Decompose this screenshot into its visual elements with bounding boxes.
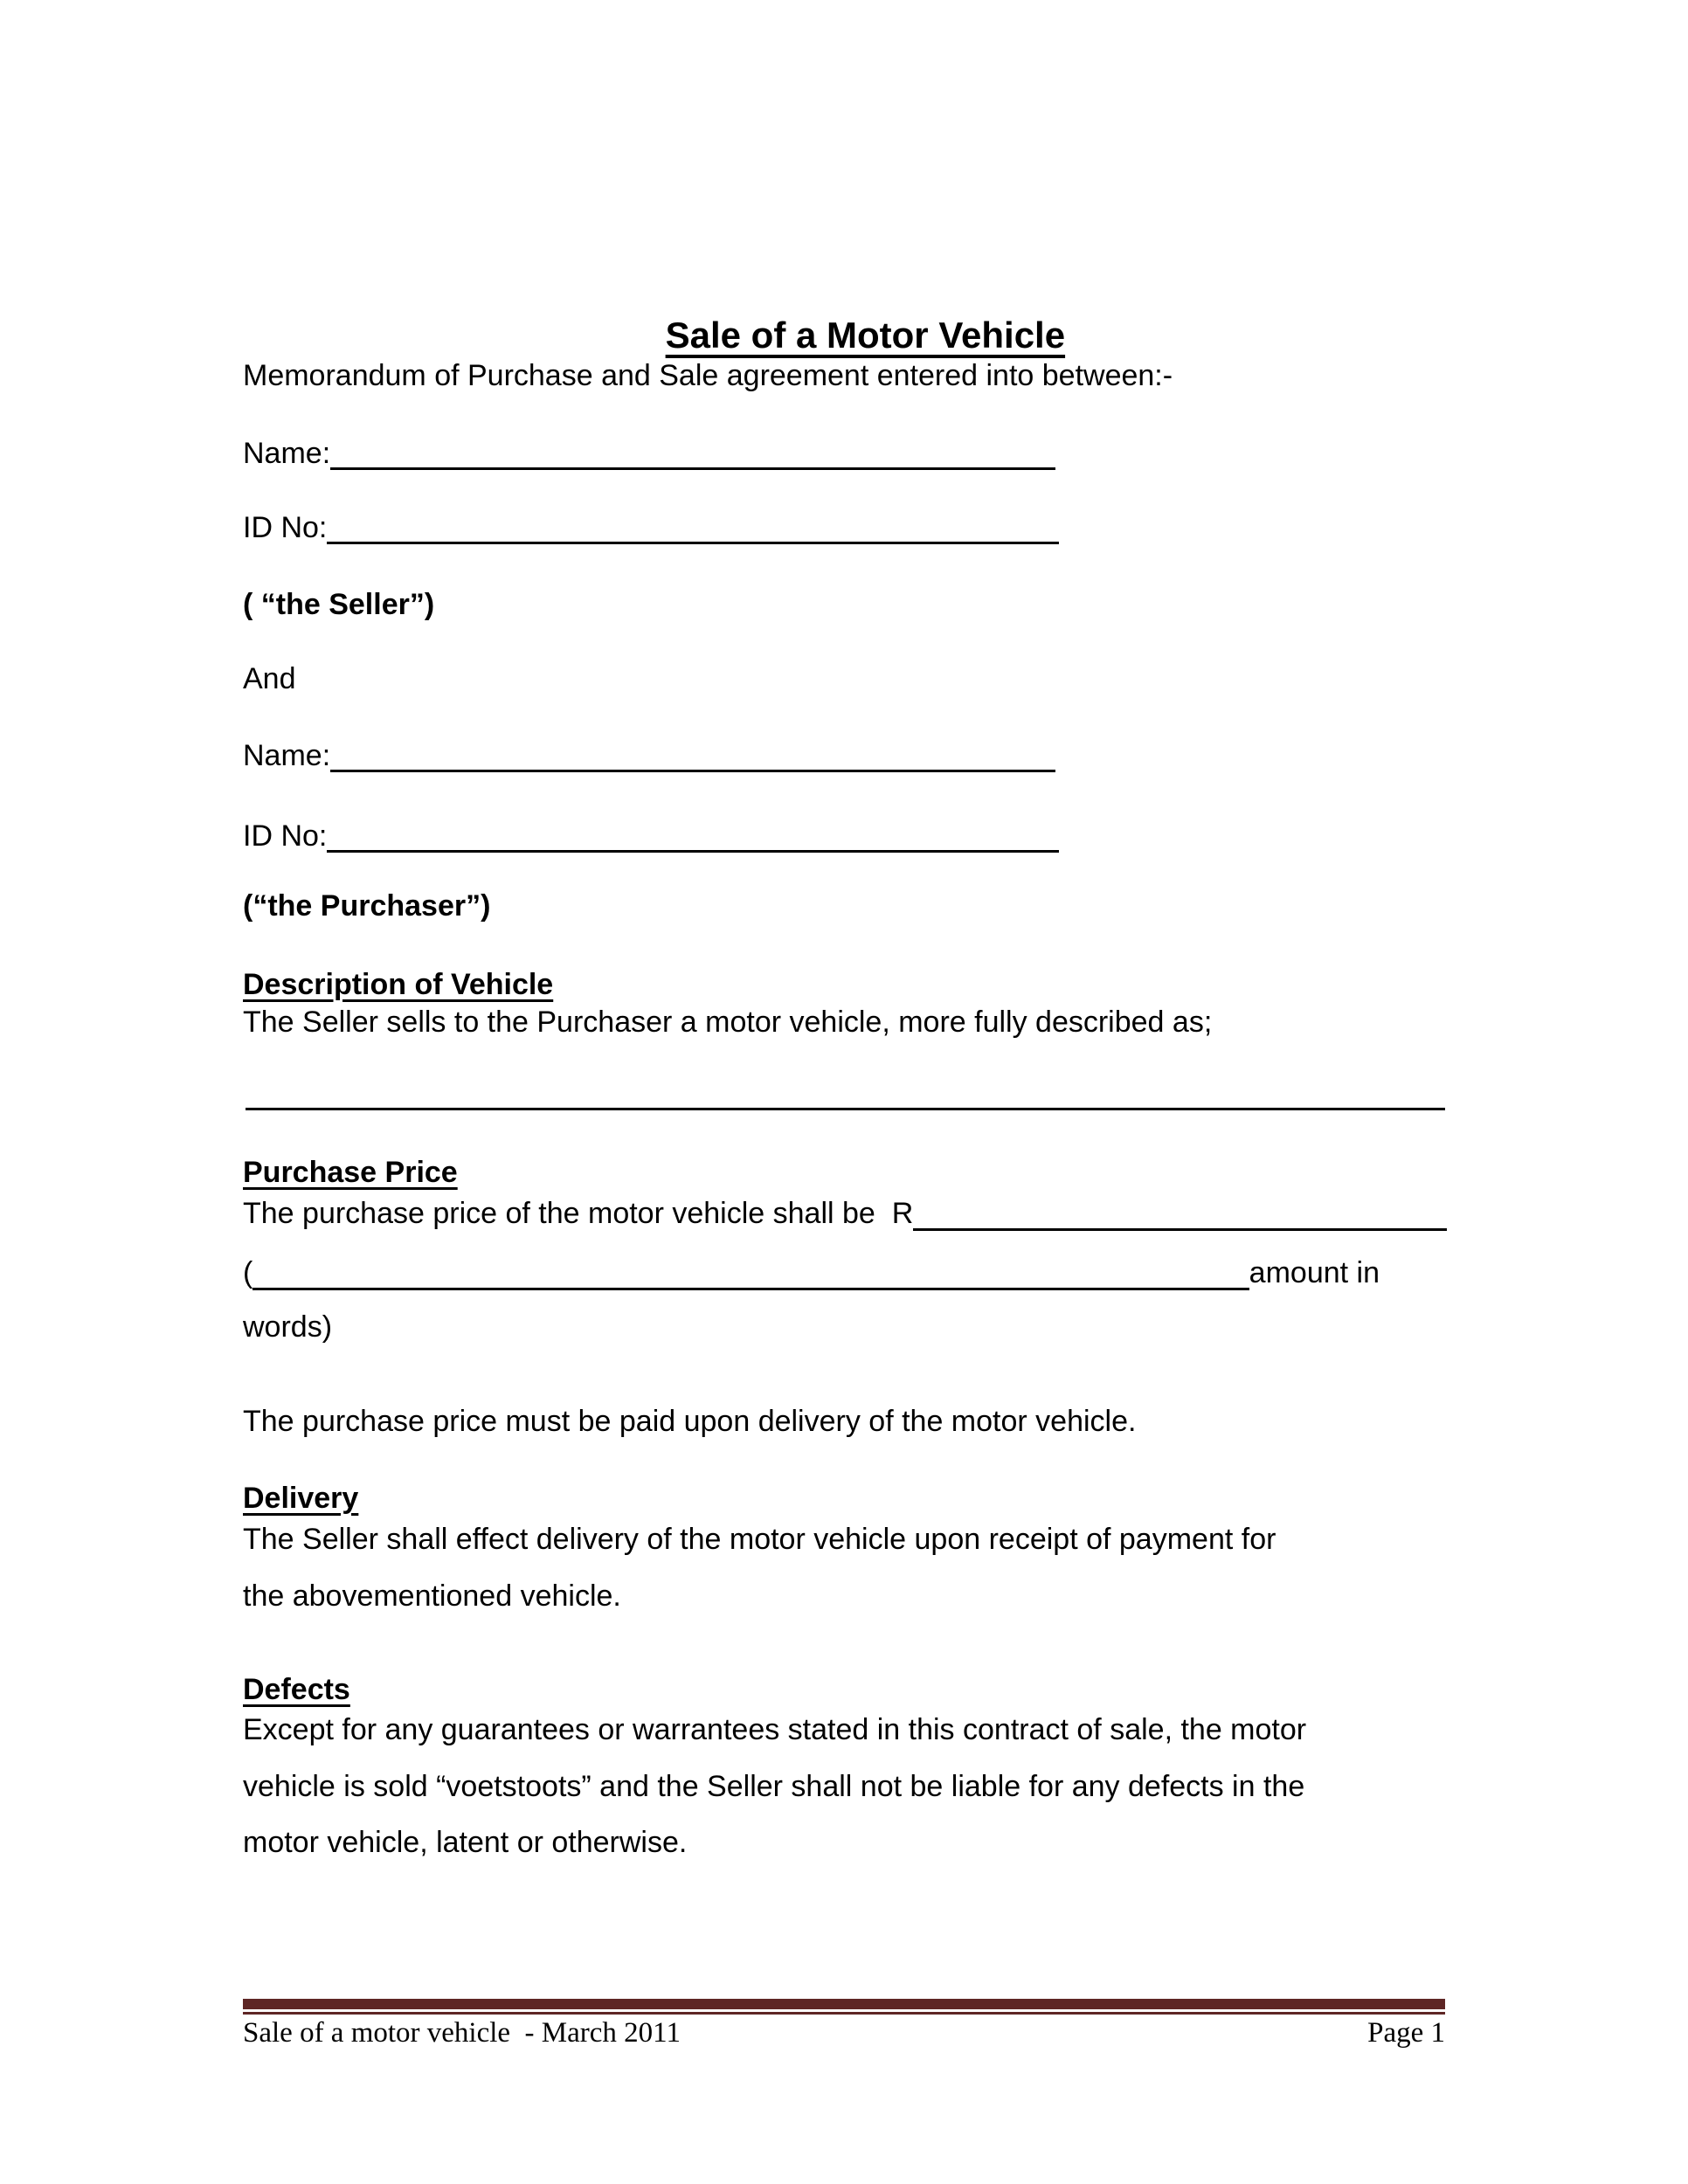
delivery-line-2: the abovementioned vehicle. bbox=[243, 1579, 621, 1613]
footer-rule-thick bbox=[243, 1999, 1445, 2009]
amount-in-label: amount in bbox=[1249, 1256, 1380, 1289]
seller-name-label: Name: bbox=[243, 437, 331, 470]
delivery-heading: Delivery bbox=[243, 1482, 359, 1515]
defects-line-1: Except for any guarantees or warrantees stated in this contract of sale, the motor bbox=[243, 1713, 1307, 1746]
intro-paragraph: Memorandum of Purchase and Sale agreement entered into between:- bbox=[243, 359, 1173, 392]
defects-heading: Defects bbox=[243, 1673, 350, 1706]
defects-line-2: vehicle is sold “voetstoots” and the Seller shall not be liable for any defects in the bbox=[243, 1770, 1305, 1803]
description-heading: Description of Vehicle bbox=[243, 968, 554, 1001]
document-title-text: Sale of a Motor Vehicle bbox=[665, 314, 1066, 356]
amount-words-blank bbox=[253, 1255, 1249, 1290]
purchaser-designation: (“the Purchaser”) bbox=[243, 889, 491, 923]
footer-left-text: Sale of a motor vehicle - March 2011 bbox=[243, 2017, 681, 2049]
purchaser-id-field bbox=[243, 819, 1059, 854]
footer-page-number: Page 1 bbox=[1367, 2017, 1445, 2049]
page-footer bbox=[243, 2015, 1445, 2050]
purchase-price-line bbox=[243, 1196, 1447, 1231]
purchaser-id-blank bbox=[327, 819, 1059, 853]
amount-words-tail: words) bbox=[243, 1310, 333, 1344]
seller-id-field bbox=[243, 510, 1059, 545]
seller-id-blank bbox=[327, 510, 1059, 544]
payment-note: The purchase price must be paid upon delivery of the motor vehicle. bbox=[243, 1405, 1137, 1438]
purchase-price-heading: Purchase Price bbox=[243, 1156, 458, 1189]
footer-rule-thin bbox=[243, 2012, 1445, 2015]
seller-id-label: ID No: bbox=[243, 511, 328, 544]
delivery-line-1: The Seller shall effect delivery of the motor vehicle upon receipt of payment for bbox=[243, 1523, 1276, 1556]
purchaser-name-label: Name: bbox=[243, 739, 331, 772]
purchaser-id-label: ID No: bbox=[243, 819, 328, 853]
conjunction: And bbox=[243, 662, 296, 695]
amount-open-paren: ( bbox=[243, 1256, 253, 1289]
purchaser-name-blank bbox=[330, 738, 1055, 772]
purchaser-name-field bbox=[243, 738, 1055, 773]
purchase-price-amount-blank bbox=[913, 1196, 1447, 1231]
seller-designation: ( “the Seller”) bbox=[243, 588, 435, 621]
seller-name-field bbox=[243, 436, 1055, 471]
defects-line-3: motor vehicle, latent or otherwise. bbox=[243, 1826, 688, 1859]
description-body: The Seller sells to the Purchaser a motor vehicle, more fully described as; bbox=[243, 1006, 1213, 1039]
seller-name-blank bbox=[330, 436, 1055, 470]
amount-in-words-line bbox=[243, 1255, 1380, 1290]
description-blank-line bbox=[246, 1108, 1445, 1110]
purchase-price-prefix: The purchase price of the motor vehicle shall be R bbox=[243, 1197, 914, 1230]
